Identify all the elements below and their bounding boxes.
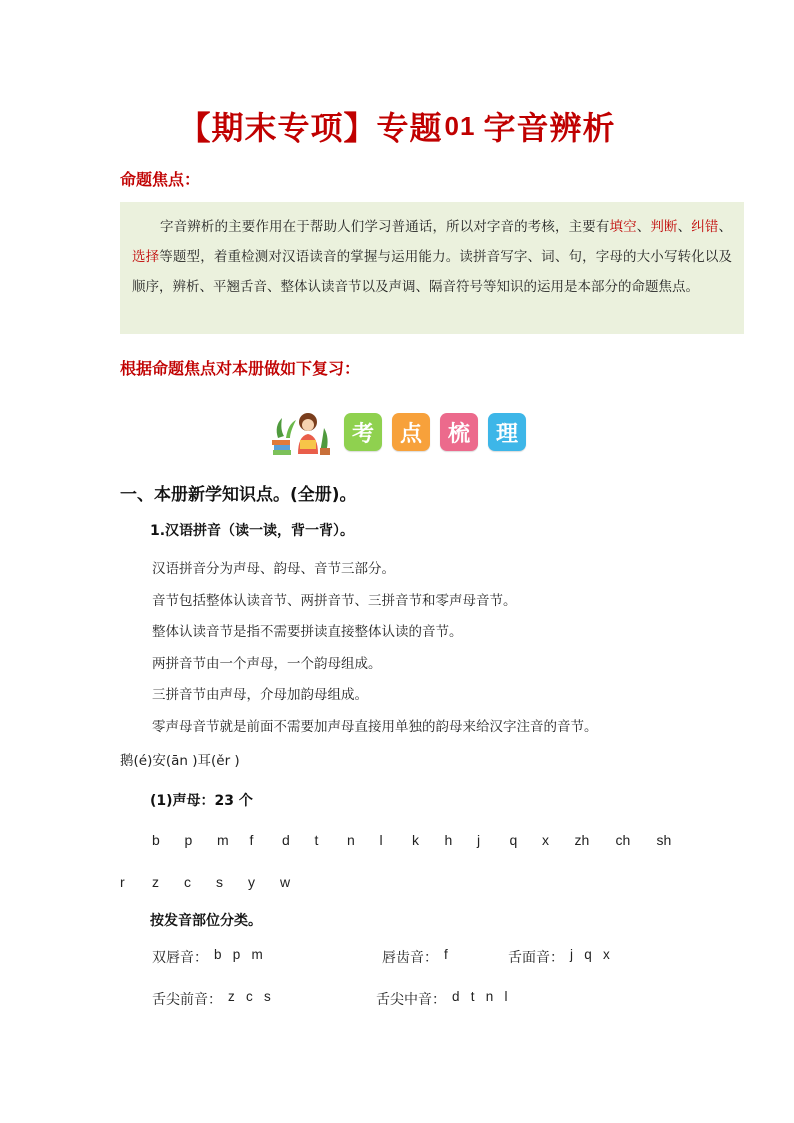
initial-letter: w [280,874,291,890]
initial-letter: r [120,874,125,890]
title-suffix: 字音辨析 [483,109,616,147]
badge-shu: 梳 [440,413,478,451]
text-line: 三拼音节由声母，介母加韵母组成。 [152,687,368,703]
initial-letter: l [379,832,383,848]
review-heading: 根据命题焦点对本册做如下复习： [120,359,361,378]
focus-box [120,202,744,334]
initial-letter: zh [574,832,590,848]
initials-row-2 [120,874,312,890]
category-letters: z c s [228,989,271,1004]
initial-letter: s [216,874,223,890]
initial-letter: h [444,832,453,848]
highlight-keyword: 填空 [609,219,637,235]
category-letters: d t n l [452,989,508,1004]
initials-row-1 [152,832,698,848]
focus-text: 字音辨析的主要作用在于帮助人们学习普通话，所以对字音的考核，主要有 [160,219,610,235]
initial-letter: d [282,832,290,848]
badge-kao: 考 [344,413,382,451]
category-label: 唇齿音： [382,950,438,966]
initial-letter: y [248,874,255,890]
category-label: 舌尖前音： [152,992,222,1008]
focus-heading: 命题焦点： [120,170,201,189]
category-letters: j q x [570,947,610,962]
highlight-keyword: 选择 [132,249,160,265]
focus-text: 、 [677,219,692,235]
text-line: 汉语拼音分为声母、韵母、音节三部分。 [152,561,395,577]
kaodian-shuli-banner [270,408,526,456]
category-label: 舌面音： [508,950,564,966]
category-label: 舌尖中音： [376,992,446,1008]
category-chunchi [382,947,448,967]
initial-letter: z [152,874,159,890]
category-shuangchun [152,947,263,967]
initial-letter: q [509,832,518,848]
initial-letter: n [347,832,355,848]
text-line: 零声母音节就是前面不需要加声母直接用单独的韵母来给汉字注音的音节。 [152,719,598,735]
category-shemian [508,947,610,967]
initial-letter: b [152,832,160,848]
initial-letter: m [217,832,229,848]
focus-text: 等题型，着重检测对汉语读音的掌握与运用能力。读拼音写字、词、句，字母的大小写转化以及顺序，辨析、平翘舌音、整体认读音节以及声调、隔音符号等知识的运用是本部分的命题焦点。 [132,249,733,295]
category-label: 双唇音： [152,950,208,966]
classify-heading: 按发音部位分类。 [150,913,262,929]
reading-girl-illustration [270,408,334,456]
initial-letter: c [184,874,191,890]
highlight-keyword: 判断 [650,219,678,235]
initial-letter: p [184,832,193,848]
initial-letter: x [542,832,549,848]
category-shejianqian [152,989,271,1009]
category-shejianzhong [376,989,508,1009]
initial-letter: f [249,832,254,848]
text-line: 整体认读音节是指不需要拼读直接整体认读的音节。 [152,624,463,640]
initials-heading: (1)声母：23 个 [150,793,253,809]
initial-letter: ch [615,832,631,848]
title-number: 01 [444,111,476,141]
initial-letter: k [412,832,419,848]
page-title [0,103,794,149]
focus-paragraph [132,212,732,302]
section-heading: 一、本册新学知识点。(全册)。 [120,485,357,505]
pinyin-example: 鹅(é)安(ān )耳(ěr ) [120,753,240,769]
badge-li: 理 [488,413,526,451]
initial-letter: t [314,832,319,848]
focus-text: 、 [718,219,733,235]
category-letters: f [444,947,448,962]
focus-text: 、 [636,219,651,235]
pinyin-subheading: 1.汉语拼音（读一读，背一背）。 [150,523,355,539]
highlight-keyword: 纠错 [691,219,719,235]
initial-letter: j [477,832,481,848]
title-prefix: 【期末专项】专题 [178,109,443,147]
badge-dian: 点 [392,413,430,451]
initial-letter: sh [656,832,672,848]
text-line: 音节包括整体认读音节、两拼音节、三拼音节和零声母音节。 [152,593,517,609]
category-letters: b p m [214,947,263,962]
text-line: 两拼音节由一个声母，一个韵母组成。 [152,656,382,672]
